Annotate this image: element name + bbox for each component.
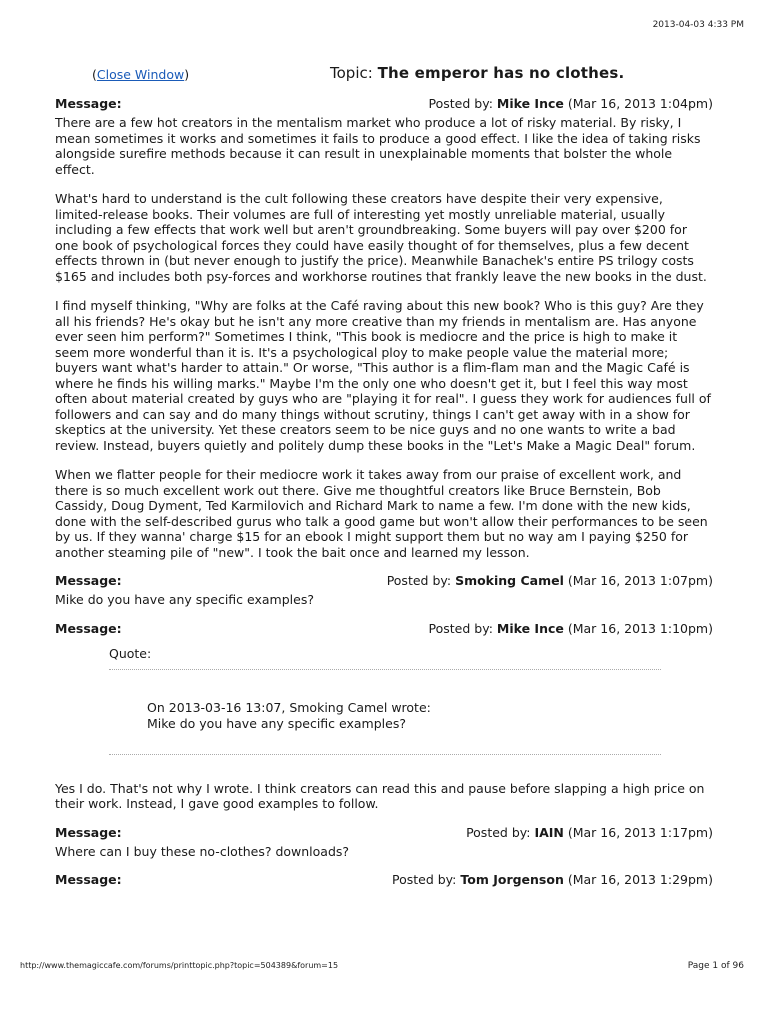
message-paragraph: I find myself thinking, "Why are folks at the Café raving about this new book? Who is this guy? Are they all his friends? He's okay but he isn't any more creative than my friends in mentalism are. Has anyone ever seen him perform?" Sometimes I think, "This book is mediocre and the price is high to make it seem more wonderful than it is. It's a psychological ploy to make people value the material more; buyers want what's harder to attain." Or worse, "This author is a flim-flam man and the Magic Café is where he finds his willing marks." Maybe I'm the only one who doesn't get it, but I feel this way most often about material created by guys who are "playing it for real". I guess they work for audiences full of followers and can say and do many things without scrutiny, things I can't get away with in a show for skeptics at the university. Yet these creators seem to be nice guys and no one wants to write a bad review. Instead, buyers quietly and politely dump these books in the "Let's Make a Magic Deal" forum. — [55, 298, 711, 453]
topic-heading — [330, 64, 624, 82]
message — [55, 95, 713, 560]
message-header — [55, 824, 713, 844]
message-list — [55, 95, 713, 891]
message — [55, 572, 713, 608]
posted-by — [429, 620, 713, 638]
topic-header — [0, 64, 768, 88]
quote-content — [109, 669, 661, 755]
author-name: IAIN — [534, 824, 564, 840]
author-name: Mike Ince — [496, 96, 564, 111]
post-date: (Mar 16, 2013 1:29pm) — [567, 872, 713, 887]
topic-label: Topic: — [330, 64, 373, 82]
message-paragraph: When we flatter people for their mediocre work it takes away from our praise of excellent work, and there is so much excellent work out there. Give me thoughtful creators like Bruce Bernstein, Bob Cassidy, Doug Dyment, Ted Karmilovich and Richard Mark to name a few. I'm done with the new kids, done with the self-described gurus who talk a good game but won't allow their performances to be seen by us. If they wanna' charge $15 for an ebook I might support them but no way am I paying $250 for another steaming pile of "new". I took the bait once and learned my lesson. — [55, 467, 708, 560]
message-paragraph: Mike do you have any specific examples? — [55, 592, 314, 607]
message-header — [55, 572, 713, 592]
message-paragraph: Where can I buy these no-clothes? downloads? — [55, 843, 350, 859]
posted-by-label: Posted by: — [392, 872, 457, 887]
posted-by-label: Posted by: — [386, 573, 452, 588]
quote-attribution: On 2013-03-16 13:07, Smoking Camel wrote: — [147, 699, 431, 715]
message-header — [55, 620, 713, 640]
message — [55, 871, 713, 891]
close-window-link[interactable]: Close Window — [96, 67, 185, 82]
posted-by — [429, 95, 713, 113]
topic-title: The emperor has no clothes. — [377, 64, 625, 82]
message-paragraph: There are a few hot creators in the mentalism market who produce a lot of risky material. By risky, I mean sometimes it works and sometimes it fails to produce a good effect. I like the idea of taking risks alongside surefire methods because it can result in unexplainable moments that bolster the whole effect. — [55, 115, 701, 177]
author-name: Mike Ince — [496, 620, 564, 636]
footer-url: http://www.themagiccafe.com/forums/printtopic.php?topic=504389&forum=15 — [20, 961, 339, 970]
message-label: Message: — [55, 573, 122, 588]
posted-by — [466, 824, 713, 842]
posted-by-label: Posted by: — [428, 96, 493, 111]
post-date: (Mar 16, 2013 1:04pm) — [567, 96, 713, 111]
post-date: (Mar 16, 2013 1:17pm) — [567, 824, 713, 840]
quote-text: Mike do you have any specific examples? — [147, 715, 406, 731]
posted-by — [392, 871, 713, 889]
message-label: Message: — [55, 96, 122, 111]
page-number: Page 1 of 96 — [687, 961, 744, 971]
message-paragraph: Yes I do. That's not why I wrote. I think creators can read this and pause before slapping a high price on their work. Instead, I gave good examples to follow. — [55, 780, 705, 811]
message-label: Message: — [55, 824, 122, 840]
close-window-wrapper: (Close Window) — [92, 67, 190, 82]
quote-block — [109, 646, 661, 755]
message-label: Message: — [55, 872, 122, 887]
post-date: (Mar 16, 2013 1:07pm) — [567, 573, 713, 588]
posted-by — [387, 572, 713, 590]
message-header — [55, 95, 713, 115]
message — [55, 620, 713, 812]
posted-by-label: Posted by: — [428, 620, 493, 636]
author-name: Tom Jorgenson — [460, 872, 564, 887]
author-name: Smoking Camel — [455, 573, 564, 588]
message-header — [55, 871, 713, 891]
message-label: Message: — [55, 620, 122, 636]
message-paragraph: What's hard to understand is the cult following these creators have despite their very expensive, limited-release books. Their volumes are full of interesting yet mostly unreliable material, usually including a few effects that work well but aren't groundbreaking. Some buyers will pay over $200 for one book of psychological forces they could have easily thought of for themselves, plus a few decent effects thrown in (but never enough to justify the price). Meanwhile Banachek's entire PS trilogy costs $165 and includes both psy-forces and workhorse routines that frankly leave the new books in the dust. — [55, 191, 707, 284]
quote-label: Quote: — [109, 645, 152, 661]
print-timestamp: 2013-04-03 4:33 PM — [652, 20, 744, 30]
post-date: (Mar 16, 2013 1:10pm) — [567, 620, 713, 636]
posted-by-label: Posted by: — [466, 824, 531, 840]
message — [55, 824, 713, 860]
